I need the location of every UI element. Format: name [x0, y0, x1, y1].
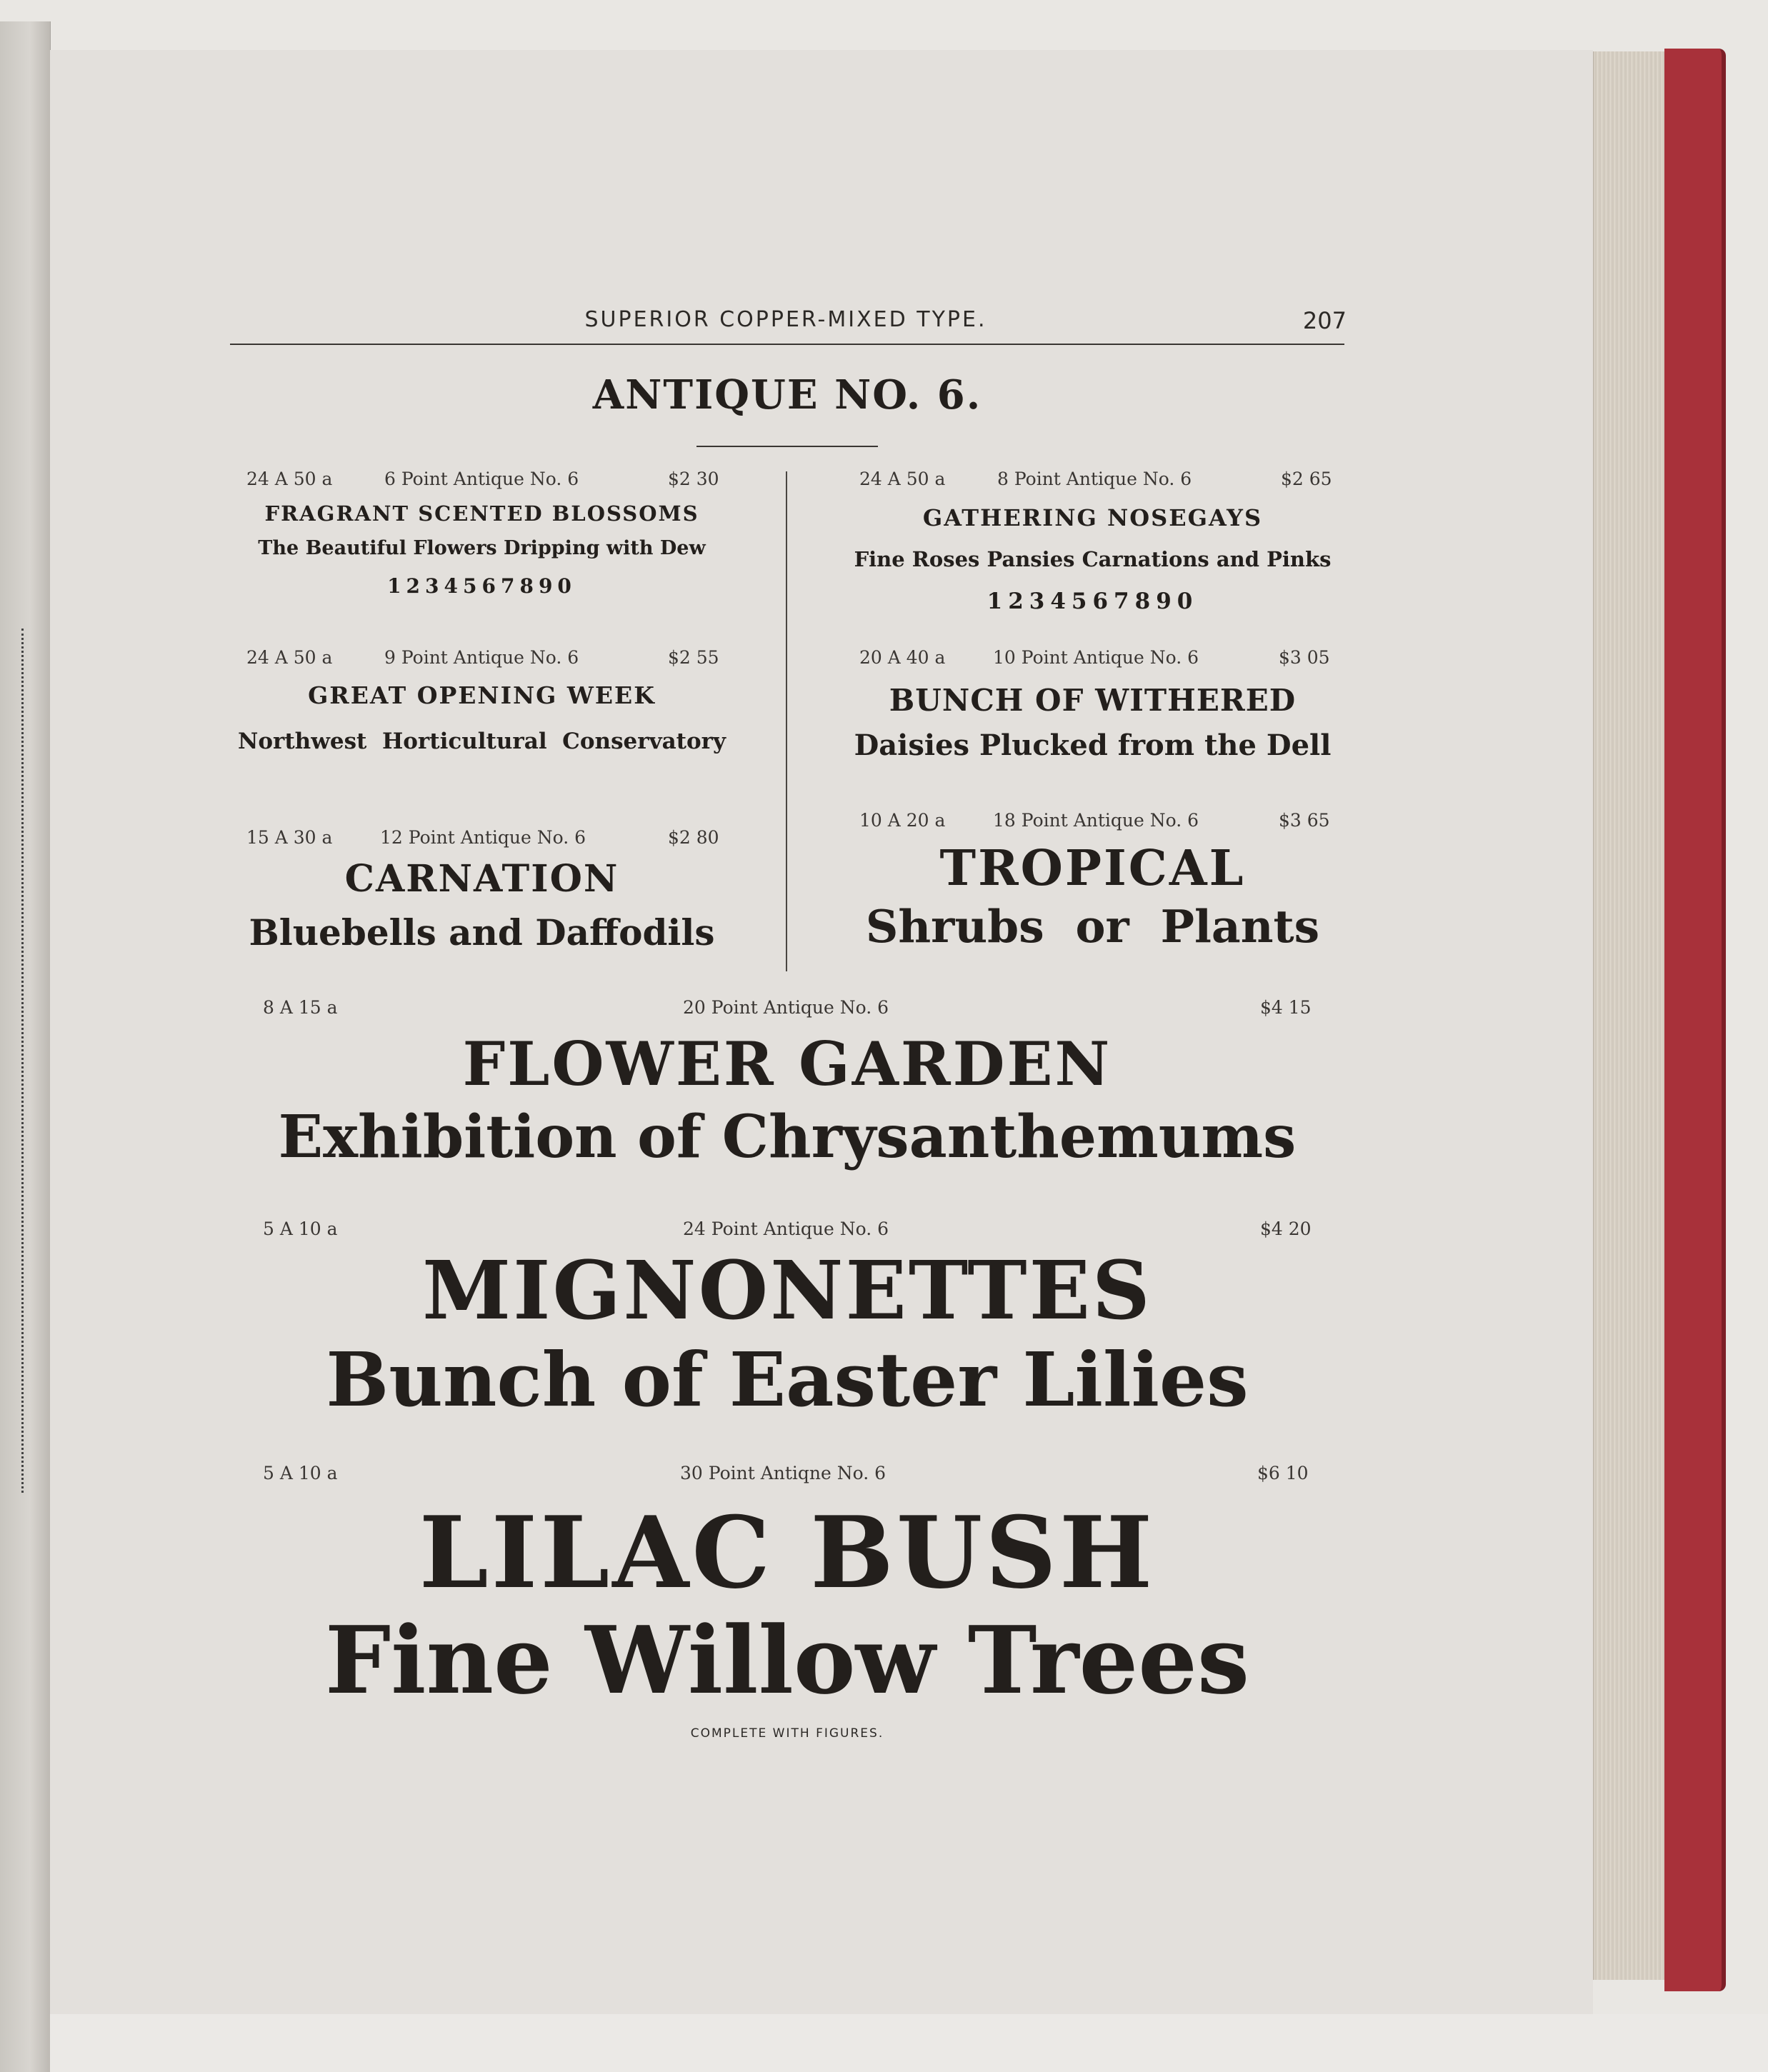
title-rule	[696, 446, 878, 447]
spec-quantity: 15 A 30 a	[246, 827, 333, 848]
specimen-line: FLOWER GARDEN	[462, 1029, 1112, 1099]
spec-price: $3 05	[1279, 647, 1330, 668]
page-block-edges	[1593, 51, 1672, 1980]
spec-price: $2 80	[668, 827, 719, 848]
specimen-line: GATHERING NOSEGAYS	[922, 504, 1263, 531]
specimen-line: FRAGRANT SCENTED BLOSSOMS	[264, 501, 699, 526]
spec-size: 6 Point Antique No. 6	[384, 469, 579, 489]
spec-price: $4 20	[1260, 1218, 1312, 1239]
spec-size: 18 Point Antique No. 6	[993, 810, 1199, 831]
facing-page-ornament-border	[21, 629, 28, 1493]
specimen-line: Exhibition of Chrysanthemums	[278, 1103, 1297, 1171]
specimen-line: Bunch of Easter Lilies	[326, 1336, 1249, 1423]
spec-quantity: 20 A 40 a	[859, 647, 946, 668]
specimen-line: MIGNONETTES	[422, 1244, 1152, 1338]
spec-size: 20 Point Antique No. 6	[683, 997, 889, 1018]
specimen-line: The Beautiful Flowers Dripping with Dew	[258, 537, 706, 559]
specimen-line: CARNATION	[344, 857, 619, 901]
spec-size: 9 Point Antique No. 6	[384, 647, 579, 668]
spec-size: 10 Point Antique No. 6	[993, 647, 1199, 668]
spec-quantity: 24 A 50 a	[246, 647, 333, 668]
page-number: 207	[1302, 307, 1347, 334]
specimen-line: Daisies Plucked from the Dell	[854, 729, 1332, 762]
footer-note: COMPLETE WITH FIGURES.	[690, 1726, 884, 1741]
running-head: SUPERIOR COPPER-MIXED TYPE.	[584, 307, 987, 332]
spec-size: 12 Point Antique No. 6	[380, 827, 586, 848]
spec-price: $3 65	[1279, 810, 1330, 831]
specimen-figures: 1234567890	[987, 589, 1199, 614]
spec-size: 8 Point Antique No. 6	[997, 469, 1192, 489]
spec-quantity: 5 A 10 a	[263, 1463, 338, 1483]
page-title: ANTIQUE NO. 6.	[592, 371, 982, 419]
specimen-line: Northwest Horticultural Conservatory	[237, 729, 726, 754]
specimen-figures: 1234567890	[387, 574, 576, 598]
spec-quantity: 24 A 50 a	[246, 469, 333, 489]
spec-quantity: 10 A 20 a	[859, 810, 946, 831]
column-divider	[786, 471, 787, 971]
spec-size: 30 Point Antiqne No. 6	[680, 1463, 887, 1483]
spec-quantity: 8 A 15 a	[263, 997, 338, 1018]
facing-page-edge	[0, 21, 51, 2072]
book-cover-red	[1664, 49, 1726, 1991]
spec-price: $4 15	[1260, 997, 1312, 1018]
specimen-line: Shrubs or Plants	[865, 900, 1320, 953]
spec-price: $2 65	[1281, 469, 1332, 489]
specimen-line: GREAT OPENING WEEK	[308, 681, 656, 709]
specimen-line: Fine Roses Pansies Carnations and Pinks	[854, 547, 1332, 571]
spec-quantity: 24 A 50 a	[859, 469, 946, 489]
scan-background	[50, 2014, 1768, 2072]
specimen-line: BUNCH OF WITHERED	[889, 683, 1297, 718]
specimen-line: Fine Willow Trees	[324, 1606, 1250, 1715]
spec-price: $2 55	[668, 647, 719, 668]
specimen-line: TROPICAL	[939, 840, 1246, 897]
spec-price: $6 10	[1257, 1463, 1309, 1483]
header-rule	[230, 344, 1344, 345]
spec-size: 24 Point Antique No. 6	[683, 1218, 889, 1239]
specimen-line: Bluebells and Daffodils	[249, 911, 715, 954]
spec-price: $2 30	[668, 469, 719, 489]
spec-quantity: 5 A 10 a	[263, 1218, 338, 1239]
specimen-line: LILAC BUSH	[419, 1494, 1156, 1611]
